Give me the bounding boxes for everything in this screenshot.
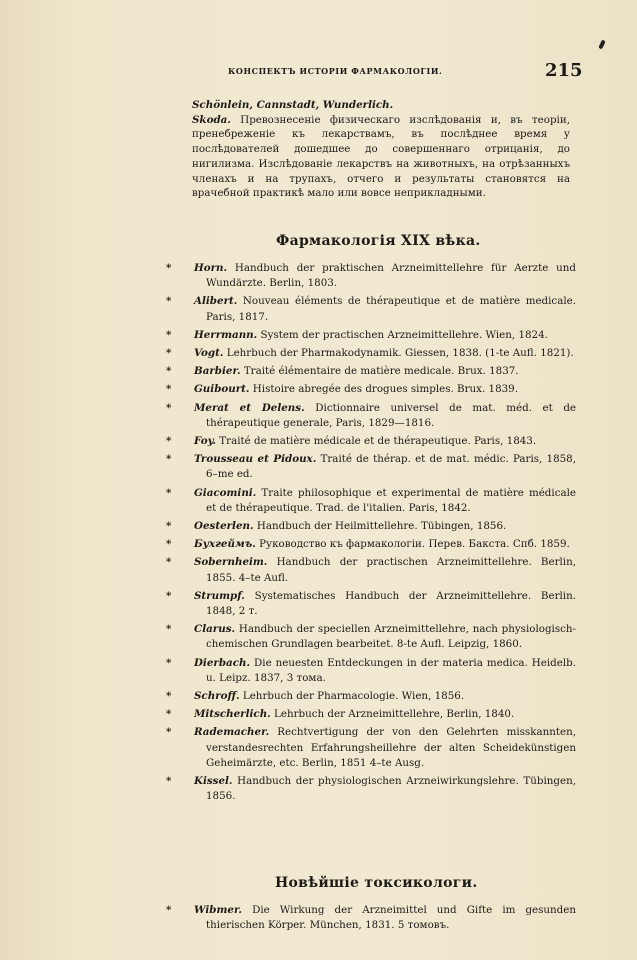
entry-author: Guibourt. — [194, 383, 250, 396]
entry-author: Clarus. — [194, 623, 236, 636]
entry-title: Traité élémentaire de matière medicale. Brux. 1837. — [243, 365, 519, 378]
entry-author: Giacomini. — [194, 486, 257, 499]
asterisk-marker: * — [166, 726, 172, 739]
section-heading-toxicology: Новѣйшіе токсикологи. — [275, 875, 478, 891]
entry-title: Histoire abregée des drogues simples. Brux. 1839. — [252, 383, 519, 396]
entry-author: Foy. — [194, 435, 217, 448]
entry-title: Руководство къ фармакологіи. Перев. Бакста. Спб. 1859. — [259, 538, 570, 551]
asterisk-marker: * — [166, 623, 172, 636]
entry-title: System der practischen Arzneimittellehre. Wien, 1824. — [260, 328, 548, 341]
entry-title: Nouveau éléments de thérapeutique et de matière medicale. Paris, 1817. — [206, 295, 577, 323]
entry-text — [194, 555, 576, 585]
asterisk-marker: * — [166, 708, 172, 721]
bibliography-entry — [166, 707, 576, 722]
entry-title: Handbuch der practischen Arzneimittellehre. Berlin, 1855. 4–te Aufl. — [206, 556, 576, 584]
entry-text — [194, 401, 576, 431]
entry-text — [194, 903, 576, 933]
bibliography-entry — [166, 725, 576, 771]
bibliography-entry — [166, 689, 576, 704]
entry-text — [194, 656, 576, 686]
entry-title: Dictionnaire universel de mat. méd. et de thérapeutique generale, Paris, 1829—1816. — [206, 401, 577, 429]
skoda-text: Превознесеніе физическаго изслѣдованія и, въ теоріи, пренебреженіе къ лекарствамъ, въ послѣднее время у послѣдователей дошедшее до совершеннаго отрицанія, до нигилизма. Изслѣдованіе лекарствъ на животныхъ, на отрѣзанныхъ членахъ и на трупахъ, отчего и результаты становятся на врачебной практикѣ мало или вовсе неприкладными. — [192, 113, 570, 200]
asterisk-marker: * — [166, 538, 172, 551]
entry-author: Бухгеймъ. — [194, 538, 256, 551]
entry-author: Vogt. — [194, 347, 224, 360]
entry-title: Traité de thérap. et de mat. médic. Paris, 1858, 6–me ed. — [206, 453, 577, 481]
bibliography-entry — [166, 555, 576, 585]
asterisk-marker: * — [166, 435, 172, 448]
entry-text — [194, 294, 576, 324]
asterisk-marker: * — [166, 401, 172, 414]
entry-author: Wibmer. — [194, 904, 243, 916]
bibliography-entry — [166, 519, 576, 534]
entry-author: Schroff. — [194, 690, 240, 703]
bibliography-entry — [166, 656, 576, 686]
entry-text — [194, 537, 576, 552]
entry-author: Merat et Delens. — [194, 401, 305, 414]
running-head: КОНСПЕКТЪ ИСТОРІИ ФАРМАКОЛОГІИ. — [228, 66, 443, 76]
asterisk-marker: * — [166, 453, 172, 466]
bibliography-entry — [166, 434, 576, 449]
intro-block — [192, 98, 570, 201]
entry-author: Mitscherlich. — [194, 708, 271, 721]
entry-author: Horn. — [194, 262, 228, 274]
asterisk-marker: * — [166, 383, 172, 396]
asterisk-marker: * — [166, 295, 172, 308]
bibliography-entry — [166, 589, 576, 619]
bibliography-entry — [166, 774, 576, 804]
entry-author: Strumpf. — [194, 589, 245, 602]
asterisk-marker: * — [166, 328, 172, 341]
asterisk-marker: * — [166, 365, 172, 378]
bibliography-entry — [166, 452, 576, 482]
entry-title: Handbuch der speciellen Arzneimittellehre, nach physiologisch-chemischen Grundlagen bearbeitet. 8-te Aufl. Leipzig, 1860. — [206, 623, 576, 651]
entry-text — [194, 486, 576, 516]
bibliography-entry — [166, 382, 576, 397]
bibliography-entry — [166, 622, 576, 652]
entry-text — [194, 382, 576, 397]
asterisk-marker: * — [166, 904, 172, 916]
entry-author: Oesterlen. — [194, 520, 254, 533]
entry-author: Kissel. — [194, 775, 233, 788]
entry-author: Dierbach. — [194, 656, 251, 669]
entry-title: Lehrbuch der Arzneimittellehre, Berlin, 1840. — [274, 708, 515, 721]
entry-title: Rechtvertigung der von den Gelehrten misskannten, verstandesrechten Erfahrungsheillehre der alten Scheidekünstigen Geheimärzte, etc. Berlin, 1851 4–te Ausg. — [206, 726, 576, 769]
ink-mark — [598, 40, 605, 50]
bibliography-entry — [166, 486, 576, 516]
skoda-name: Skoda. — [192, 113, 231, 126]
section-heading-pharmacology: Фармакологія XIX вѣка. — [276, 233, 481, 249]
entry-title: Handbuch der Heilmittellehre. Tübingen, 1856. — [256, 520, 507, 533]
entry-text — [194, 261, 576, 291]
bibliography-entry — [166, 328, 576, 343]
entry-text — [194, 774, 576, 804]
entry-author: Rademacher. — [194, 726, 270, 739]
authors-line: Schönlein, Cannstadt, Wunderlich. — [192, 99, 394, 111]
entry-author: Sobernheim. — [194, 556, 268, 569]
entry-text — [194, 328, 576, 343]
entry-title: Handbuch der praktischen Arzneimittellehre für Aerzte und Wundärzte. Berlin, 1803. — [206, 262, 577, 290]
entry-text — [194, 452, 576, 482]
asterisk-marker: * — [166, 556, 172, 569]
entry-text — [194, 364, 576, 379]
asterisk-marker: * — [166, 589, 172, 602]
bibliography-entry — [166, 903, 576, 933]
page-number: 215 — [545, 60, 583, 81]
bibliography-entry — [166, 346, 576, 361]
entry-title: Die neuesten Entdeckungen in der materia medica. Heidelb. u. Leipz. 1837, 3 тома. — [206, 656, 576, 684]
asterisk-marker: * — [166, 347, 172, 360]
entry-text — [194, 519, 576, 534]
asterisk-marker: * — [166, 690, 172, 703]
entry-author: Herrmann. — [194, 328, 258, 341]
entry-title: Traité de matière médicale et de thérapeutique. Paris, 1843. — [219, 435, 537, 448]
bibliography-entry — [166, 401, 576, 431]
bibliography-entry — [166, 537, 576, 552]
entry-title: Handbuch der physiologischen Arzneiwirkungslehre. Tübingen, 1856. — [206, 775, 576, 803]
entry-title: Systematisches Handbuch der Arzneimittellehre. Berlin. 1848, 2 т. — [206, 589, 576, 618]
entry-text — [194, 589, 576, 619]
entry-text — [194, 622, 576, 652]
bibliography-list-toxicology — [166, 903, 576, 936]
entry-title: Die Wirkung der Arzneimittel und Gifte im gesunden thierischen Körper. München, 1831. 5 томовъ. — [206, 904, 576, 932]
asterisk-marker: * — [166, 656, 172, 669]
entry-text — [194, 434, 576, 449]
asterisk-marker: * — [166, 486, 172, 499]
entry-title: Lehrbuch der Pharmacologie. Wien, 1856. — [242, 690, 465, 703]
bibliography-list-pharmacology — [166, 261, 576, 808]
entry-text — [194, 346, 576, 361]
entry-title: Lehrbuch der Pharmakodynamik. Giessen, 1838. (1-te Aufl. 1821). — [226, 347, 574, 360]
entry-author: Trousseau et Pidoux. — [194, 453, 317, 466]
entry-author: Barbier. — [194, 365, 241, 378]
entry-title: Traite philosophique et experimental de matière médicale et de thérapeutique. Trad. de l'italien. Paris, 1842. — [206, 486, 576, 514]
asterisk-marker: * — [166, 775, 172, 788]
bibliography-entry — [166, 261, 576, 291]
bibliography-entry — [166, 364, 576, 379]
skoda-paragraph — [192, 113, 570, 201]
asterisk-marker: * — [166, 262, 172, 274]
asterisk-marker: * — [166, 520, 172, 533]
entry-author: Alibert. — [194, 295, 238, 308]
entry-text — [194, 707, 576, 722]
bibliography-entry — [166, 294, 576, 324]
entry-text — [194, 725, 576, 771]
entry-text — [194, 689, 576, 704]
